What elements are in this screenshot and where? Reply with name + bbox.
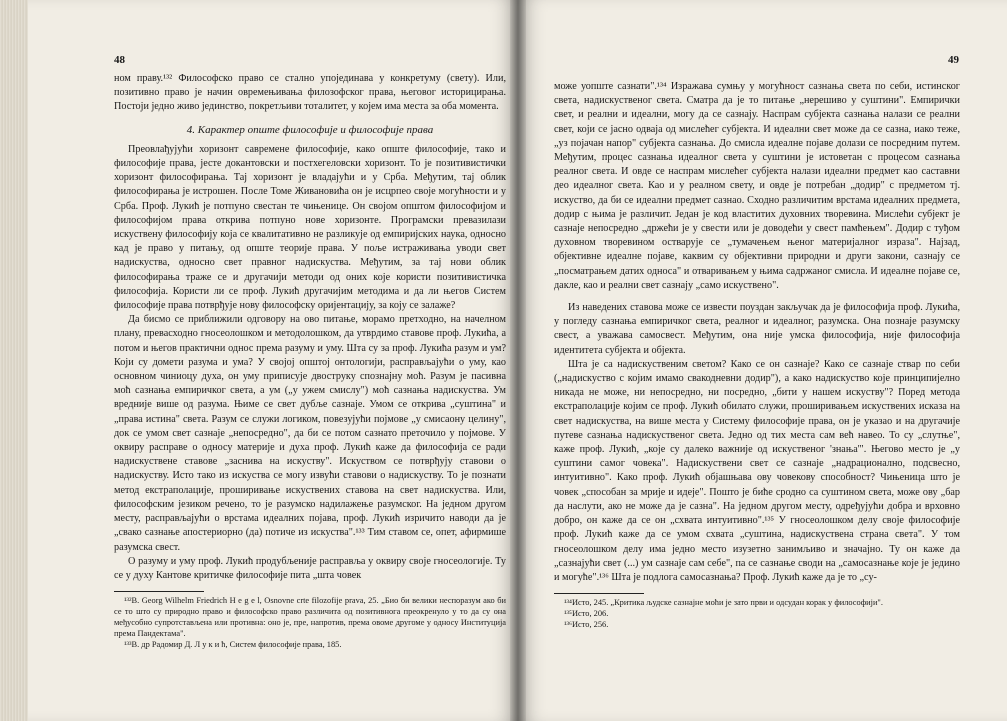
- paragraph: Шта је са надискуственим светом? Како се он сазнаје? Како се сазнаје ствар по себи („надискуство с којим имамо свакодневни додир"), а како надискуство које принципијелно никада не може, ни непосредно, ни посредно, „бити у нашем искуству"? Поред метода екстраполације којим се проф. Лукић обилато служи, проширивањем искуствених исказа на свет надискуства, на више места у Систему философије права, он је указао и на другачије путеве сазнања надискуственог света. Једно од тих места сам већ навео. То су „слутње", каже проф. Лукић, „које су далеко важније од искуственог 'знања'". Његово место је „у суштини самог човека". Надискуствени свет се сазнаје „надрационално, подсвесно, интуитивно". Како проф. Лукић објашњава ову човекову способност? Чињеница што је човек „способан за мрије и идеје". Пошто је биће сродно са суштином света, може ову „бар да наслути, ако не може да је сазна". На једном другом месту, одређујући добра и врховно добро, он каже да се он „схвата интуитивно".¹³⁵ У гносеолошком делу своје философије проф. Лукић каже да се умом схвата „суштина, надискуствена страна света". У том гносеолошком делу има једно место изузетно занимљиво и значајно. Ту он каже да „сазнајући свет (...) ум сазнаје сам себе", па се сазнање своди на „самосазнање које је једино и могуће".¹³⁶ Шта је подлога самосазнања? Проф. Лукић каже да је то „су-: [554, 358, 960, 583]
- paragraph: ном праву.¹³² Философско право се стално упојединава у конкретуму (свету). Или, позитивно право је начин овремењивања филозофског права, његовог историцирања. Постоји једно живо јединство, покретљиви тоталитет, у којем има места за оба момента.: [114, 73, 506, 113]
- right-page: [518, 0, 1007, 721]
- right-page-body: [554, 80, 960, 630]
- footnote: ¹³⁴Исто, 245. „Критика људске сазнајне моћи је зато први и одсудан корак у философији".: [564, 598, 883, 608]
- footnote: ¹³³В. др Радомир Д. Л у к и ћ, Систем философије права, 185.: [124, 640, 342, 650]
- left-page-body: [114, 72, 506, 650]
- footnote-rule: [554, 593, 644, 594]
- paragraph: Преовлађујући хоризонт савремене философије, како опште философије, тако и философије права, јесте докантовски и постхегеловски хоризонт. То је позитивистички хоризонт философирања. Тај хоризонт је владајући и у Срба. Међутим, тај облик философирања је истрошен. После Томе Живановића он је исцрпео своје могућности и у Срба. Проф. Лукић је потпуно свестан те чињенице. Он својом општом философијом и философијом права открива потпуно нове хоризонте. Програмски превазилази искуствену философију која се квалитативно не разликује од емпиријских наука, односно кад је право у питању, од опште теорије права. У поље истраживања уводи свет надискуства, односно свет правног надискуства. Међутим, за тај нови облик философирања траже се и другачији методи од оних које користи позитивистичка философија. Користи ли се проф. Лукић другачијим методима и да ли његов Систем философије права потврђује нову философску оријентацију, за коју се залаже?: [114, 143, 506, 312]
- page-stack-edge: [0, 0, 28, 721]
- footnote: ¹³⁶Исто, 256.: [564, 620, 609, 630]
- footnote: ¹³²В. Georg Wilhelm Friedrich H e g e l, Osnovne crte filozofije prava, 25. „Био би велики неспоразум ако би се то што су природно право и философско право различита од позитивнога преокренуло у то да су она међусобно супротстављена или противна: оно је, пре, напротив, према овоме другоме у односу Институција према Пандектама".: [114, 596, 506, 639]
- footnote-rule: [114, 591, 204, 592]
- paragraph: Да бисмо се приближили одговору на ово питање, морамо претходно, на начелном плану, превасходно гносеолошком и методолошком, да утврдимо ставове проф. Лукића, а потом и његов практични однос према разуму и уму. Шта су за проф. Лукића разум и ум? Који су домети разума и ума? У својој општој онтологији, расправљајући о уму, као основном чиниоцу духа, он уму приписује двоструку спознајну моћ. Разум је пасивна моћ сазнања емпиричког света, а ум („у ужем смислу") моћ сазнања надискуства. Ум вредније више од разума. Њиме се свет дубље сазнаје. Умом се открива „суштина" и „права истина" света. Разум се служи логиком, повезујући појмове „у смисаону целину", док се умом свет сазнаје „непосредно", да би се потом сазнато преточило у појмове. У оквиру расправе о односу материје и духа проф. Лукић каже да философија се ради надискуствене ставове „заснива на искуству". Искуством се потврђују ставови о надискуству. Исто тако из искуства се могу извући ставови о надискуству. То је познати метод екстраполације, проширивање искуствених ставова на свет надискуства. Или, философским језиком речено, то је разумско надилажење разумског. На једном другом месту, расправљајући о врстама идеалних појава, проф. Лукић изричито наводи да је „свако сазнање апостериорно (да) потиче из искуства".¹³³ Тим ставом се, опет, афирмише разумска свест.: [114, 314, 506, 553]
- paragraph: може уопште сазнати".¹³⁴ Изражава сумњу у могућност сазнања света по себи, истинског света, надискуственог света. Сматра да је то питање „нерешиво у суштини". Емпирички свет, и реални и идеални, могу да се сазнају. Наспрам субјекта сазнања налази се реални свет, који се јасно одваја од мислећег субјекта. И идеални свет може да се сазна, иако теже, „уз појачан напор" субјекта сазнања. До смисла идеалне појаве долази се посредним путем. Међутим, процес сазнања идеалног света у суштини је истоветан с процесом сазнања реалног света. И овде се наспрам мислећег субјекта налази идеални предмет као саставни део идеалног света. Као и у реалном свету, и овде је потребан „додир" с предметом тј. искуство, да би се идеални предмет сазнао. Сходно различитим врстама идеалних предмета, додир с њима је различит. Један је код властитих духовних творевина. Мислећи субјект је сазнаје непосредно „држећи је у свести или је доводећи у свест памћењем". Додир с туђом духовном творевином остварује се „тумачењем њеног материјалног израза". Најзад, објективне идеалне појаве, каквим су објективни природни и други закони, сазнају се „посматрањем датих односа" и отваривањем у њима садржаног смисла. И идеалне појаве се, дакле, као и реални свет сазнају „само искуствено".: [554, 81, 960, 291]
- book-gutter: [510, 0, 526, 721]
- left-page: [28, 0, 518, 721]
- footnote: ¹³⁵Исто, 206.: [564, 609, 609, 619]
- page-number: 48: [114, 54, 125, 66]
- section-heading: 4. Карактер опште философије и философије права: [186, 123, 434, 136]
- page-number: 49: [948, 54, 959, 66]
- paragraph: О разуму и уму проф. Лукић продубљеније расправља у оквиру своје гносеологије. Ту се у духу Кантове критичке философије пита „шта човек: [114, 555, 506, 581]
- paragraph: Из наведених ставова може се извести поуздан закључак да је философија проф. Лукића, у погледу сазнања емпиричког света, реалног и идеалног, разумска. Она познаје разумску свест, а уважава самосвест. Међутим, она није умска философија, није философија идентитета субјекта и објекта.: [554, 302, 960, 356]
